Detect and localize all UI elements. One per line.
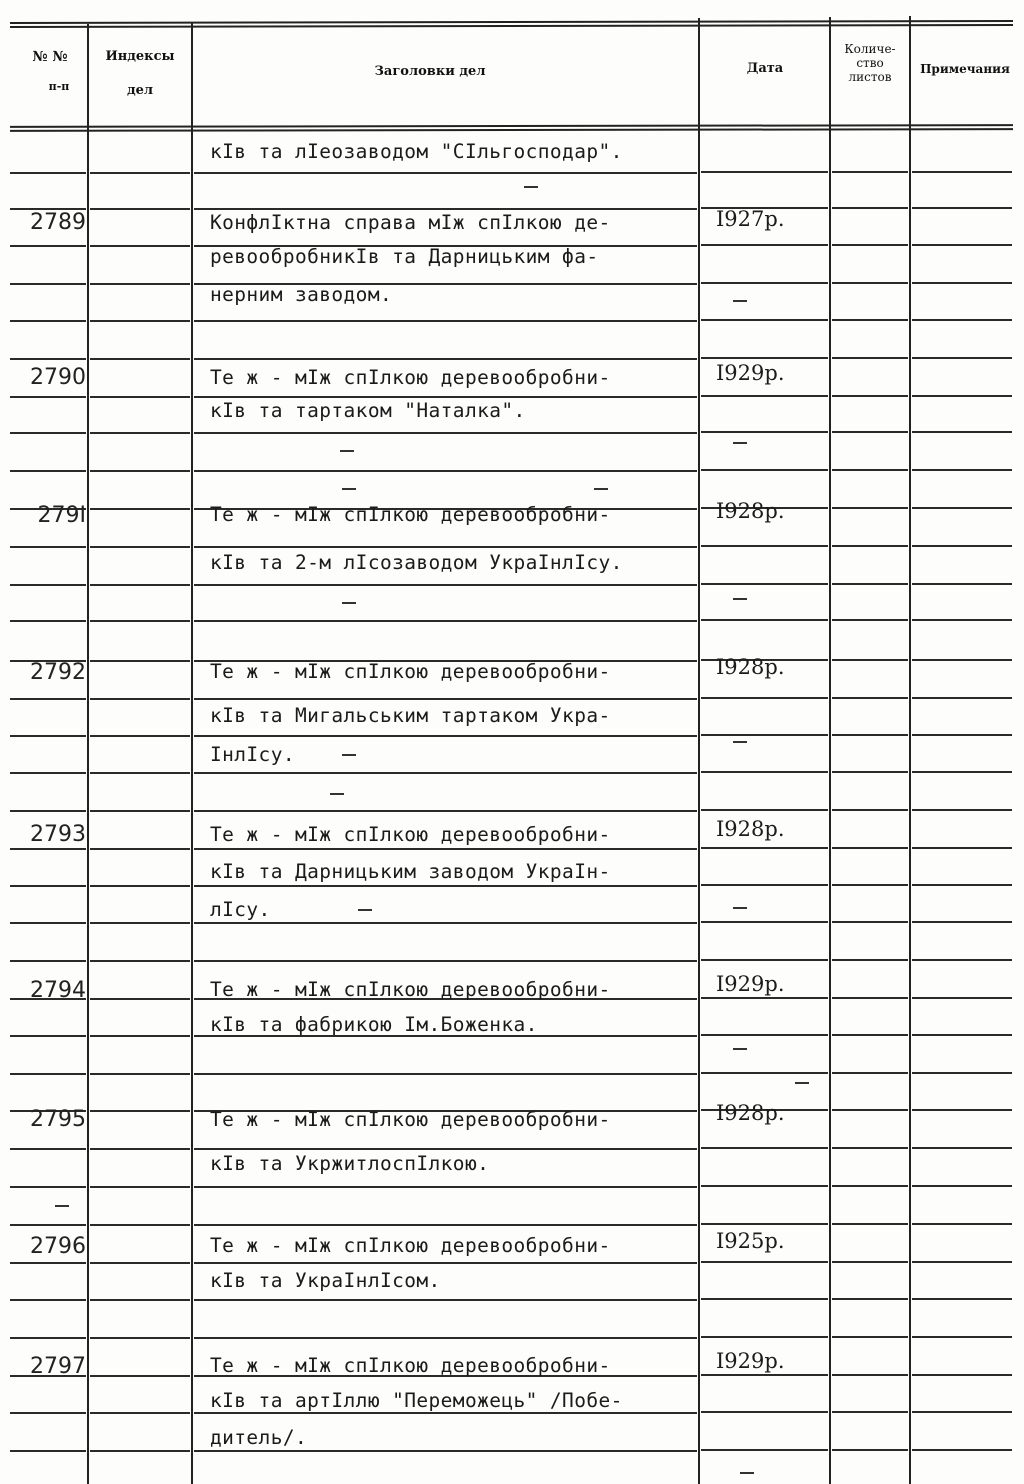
- ruled-line: [701, 921, 828, 923]
- ruled-line: [10, 584, 86, 586]
- dash-mark: [733, 741, 747, 743]
- record-date: I929р.: [716, 972, 785, 996]
- ruled-line: [10, 620, 86, 622]
- ruled-line: [701, 1411, 828, 1413]
- record-title-line: КонфлIктна справа мIж спIлкою де-: [210, 211, 611, 234]
- ruled-line: [912, 469, 1012, 471]
- ruled-line: [832, 469, 908, 471]
- ruled-line: [832, 545, 908, 547]
- ruled-line: [10, 245, 86, 247]
- ruled-line: [912, 282, 1012, 284]
- header-notes-label: Примечания: [920, 62, 1010, 76]
- record-title-line: Те ж - мIж спIлкою деревообробни-: [210, 978, 611, 1001]
- ruled-line: [90, 620, 190, 622]
- record-title-line: Те ж - мIж спIлкою деревообробни-: [210, 823, 611, 846]
- dash-mark: [733, 598, 747, 600]
- ruled-line: [701, 1072, 828, 1074]
- ruled-line: [701, 997, 828, 999]
- ruled-line: [194, 1073, 697, 1075]
- ruled-line: [832, 431, 908, 433]
- dash-mark: [340, 450, 354, 452]
- record-title-line: кIв та Дарницьким заводом УкраIн-: [210, 860, 611, 883]
- ruled-line: [194, 584, 697, 586]
- ruled-line: [194, 810, 697, 812]
- dash-mark: [330, 793, 344, 795]
- record-title-line: кIв та УкржитлоспIлкою.: [210, 1152, 490, 1175]
- ruled-line: [90, 584, 190, 586]
- record-date: I929р.: [716, 361, 785, 385]
- ruled-line: [912, 884, 1012, 886]
- ruled-line: [912, 171, 1012, 173]
- ruled-line: [194, 848, 697, 850]
- ruled-line: [90, 772, 190, 774]
- ruled-line: [832, 809, 908, 811]
- ruled-line: [10, 735, 86, 737]
- ruled-line: [832, 357, 908, 359]
- ruled-line: [90, 960, 190, 962]
- ruled-line: [701, 1298, 828, 1300]
- record-title-line: кIв та Мигальським тартаком Укра-: [210, 704, 611, 727]
- ruled-line: [701, 847, 828, 849]
- dash-mark: [733, 907, 747, 909]
- ruled-line: [832, 1261, 908, 1263]
- ruled-line: [832, 847, 908, 849]
- ruled-line: [912, 244, 1012, 246]
- ruled-line: [832, 1034, 908, 1036]
- ruled-line: [10, 885, 86, 887]
- record-title-line: Те ж - мIж спIлкою деревообробни-: [210, 1108, 611, 1131]
- ruled-line: [10, 1262, 86, 1264]
- dash-mark: [740, 1472, 754, 1474]
- ruled-line: [194, 1412, 697, 1414]
- record-title-line: лIсу.: [210, 898, 271, 921]
- col-divider-number: [87, 24, 89, 1484]
- ruled-line: [832, 959, 908, 961]
- ruled-line: [701, 431, 828, 433]
- ruled-line: [832, 1411, 908, 1413]
- ruled-line: [90, 283, 190, 285]
- ruled-line: [912, 997, 1012, 999]
- dash-mark: [342, 754, 356, 756]
- dash-mark: [342, 488, 356, 490]
- ruled-line: [701, 282, 828, 284]
- ruled-line: [912, 1223, 1012, 1225]
- ruled-line: [832, 207, 908, 209]
- ruled-line: [194, 320, 697, 322]
- ruled-line: [10, 283, 86, 285]
- record-number: 2792: [30, 660, 86, 685]
- ruled-line: [701, 1261, 828, 1263]
- ruled-line: [194, 1148, 697, 1150]
- ruled-line: [194, 885, 697, 887]
- ruled-line: [832, 1223, 908, 1225]
- record-title-line: нерним заводом.: [210, 283, 393, 306]
- ruled-line: [701, 959, 828, 961]
- ruled-line: [194, 546, 697, 548]
- ruled-line: [912, 1298, 1012, 1300]
- ruled-line: [10, 1224, 86, 1226]
- ruled-line: [194, 208, 697, 210]
- ruled-line: [90, 1186, 190, 1188]
- ruled-line: [90, 432, 190, 434]
- ruled-line: [912, 1109, 1012, 1111]
- ruled-line: [194, 1450, 697, 1452]
- ruled-line: [701, 619, 828, 621]
- ruled-line: [912, 1034, 1012, 1036]
- record-title-line: Те ж - мIж спIлкою деревообробни-: [210, 1234, 611, 1257]
- ruled-line: [701, 1034, 828, 1036]
- ruled-line: [832, 771, 908, 773]
- header-title-label: Заголовки дел: [374, 64, 486, 79]
- ruled-line: [912, 697, 1012, 699]
- ruled-line: [832, 282, 908, 284]
- ruled-line: [912, 1185, 1012, 1187]
- ruled-line: [90, 735, 190, 737]
- ruled-line: [90, 320, 190, 322]
- ruled-line: [832, 1449, 908, 1451]
- ruled-line: [90, 1035, 190, 1037]
- ruled-line: [701, 171, 828, 173]
- record-number: 2794: [30, 978, 86, 1003]
- header-index-label: Индексы дел: [105, 49, 175, 98]
- ruled-line: [90, 1299, 190, 1301]
- header-sheets-label: Количе- ство листов: [844, 42, 896, 84]
- dash-mark: [733, 442, 747, 444]
- record-title-line: кIв та УкраIнлIсом.: [210, 1269, 441, 1292]
- ruled-line: [832, 583, 908, 585]
- ruled-line: [10, 320, 86, 322]
- ruled-line: [701, 1223, 828, 1225]
- ruled-line: [701, 697, 828, 699]
- ruled-line: [701, 1449, 828, 1451]
- ruled-line: [701, 395, 828, 397]
- ruled-line: [10, 848, 86, 850]
- ruled-line: [701, 809, 828, 811]
- continuation-line: кIв та лIеозаводом "СIльгосподар".: [210, 140, 623, 163]
- ruled-line: [912, 1411, 1012, 1413]
- ruled-line: [912, 921, 1012, 923]
- record-date: I928р.: [716, 1101, 785, 1125]
- ruled-line: [912, 545, 1012, 547]
- ruled-line: [90, 172, 190, 174]
- ruled-line: [912, 1449, 1012, 1451]
- ruled-line: [10, 772, 86, 774]
- dash-mark: [55, 1205, 69, 1207]
- record-number: 2789: [30, 210, 86, 235]
- ruled-line: [10, 1186, 86, 1188]
- ruled-line: [912, 507, 1012, 509]
- record-title-line: Те ж - мIж спIлкою деревообробни-: [210, 660, 611, 683]
- ruled-line: [90, 998, 190, 1000]
- ruled-line: [912, 659, 1012, 661]
- record-title-line: Те ж - мIж спIлкою деревообробни-: [210, 366, 611, 389]
- ruled-line: [194, 1224, 697, 1226]
- record-date: I928р.: [716, 655, 785, 679]
- ruled-line: [194, 1299, 697, 1301]
- ruled-line: [10, 1035, 86, 1037]
- ruled-line: [90, 848, 190, 850]
- col-divider-index: [191, 22, 193, 1484]
- ruled-line: [912, 357, 1012, 359]
- ruled-line: [90, 396, 190, 398]
- ruled-line: [90, 660, 190, 662]
- ruled-line: [10, 1412, 86, 1414]
- ruled-line: [912, 1072, 1012, 1074]
- ruled-line: [832, 619, 908, 621]
- ruled-line: [194, 735, 697, 737]
- col-divider-date: [829, 17, 831, 1484]
- ruled-line: [10, 172, 86, 174]
- ruled-line: [701, 319, 828, 321]
- ruled-line: [912, 959, 1012, 961]
- ruled-line: [10, 1337, 86, 1339]
- ruled-line: [194, 396, 697, 398]
- record-title-line: кIв та фабрикою Iм.Боженка.: [210, 1013, 538, 1036]
- record-title-line: Те ж - мIж спIлкою деревообробни-: [210, 503, 611, 526]
- ruled-line: [90, 885, 190, 887]
- ruled-line: [90, 546, 190, 548]
- ruled-line: [701, 583, 828, 585]
- dash-mark: [733, 300, 747, 302]
- ruled-line: [194, 922, 697, 924]
- ruled-line: [90, 470, 190, 472]
- ruled-line: [912, 809, 1012, 811]
- ruled-line: [832, 659, 908, 661]
- ruled-line: [90, 1110, 190, 1112]
- ruled-line: [912, 734, 1012, 736]
- ruled-line: [912, 1374, 1012, 1376]
- ruled-line: [10, 1299, 86, 1301]
- ruled-line: [10, 396, 86, 398]
- dash-mark: [358, 909, 372, 911]
- ruled-line: [701, 545, 828, 547]
- ruled-line: [832, 1298, 908, 1300]
- record-title-line: дитель/.: [210, 1426, 308, 1449]
- dash-mark: [524, 186, 538, 188]
- col-divider-sheets: [909, 16, 911, 1484]
- ruled-line: [701, 884, 828, 886]
- ruled-line: [194, 470, 697, 472]
- ruled-line: [194, 358, 697, 360]
- ruled-line: [912, 847, 1012, 849]
- ruled-line: [832, 997, 908, 999]
- ruled-line: [10, 698, 86, 700]
- ruled-line: [90, 1224, 190, 1226]
- ruled-line: [90, 810, 190, 812]
- ruled-line: [10, 358, 86, 360]
- header-number-label: № № п-п: [32, 49, 70, 93]
- ruled-line: [10, 960, 86, 962]
- record-date: I928р.: [716, 817, 785, 841]
- ruled-line: [832, 697, 908, 699]
- ruled-line: [832, 921, 908, 923]
- ruled-line: [10, 1073, 86, 1075]
- ruled-line: [194, 1337, 697, 1339]
- dash-mark: [733, 1048, 747, 1050]
- ruled-line: [832, 1147, 908, 1149]
- ruled-line: [90, 508, 190, 510]
- ruled-line: [10, 1148, 86, 1150]
- record-number: 2795: [30, 1107, 86, 1132]
- ruled-line: [90, 1375, 190, 1377]
- ruled-line: [10, 432, 86, 434]
- record-title-line: IнлIсу.: [210, 743, 295, 766]
- ruled-line: [832, 1185, 908, 1187]
- ruled-line: [10, 1450, 86, 1452]
- ruled-line: [194, 1186, 697, 1188]
- ruled-line: [194, 698, 697, 700]
- ruled-line: [90, 208, 190, 210]
- ruled-line: [912, 431, 1012, 433]
- ruled-line: [701, 1374, 828, 1376]
- record-title-line: кIв та тартаком "Наталка".: [210, 399, 526, 422]
- record-number: 2790: [30, 365, 86, 390]
- ruled-line: [194, 620, 697, 622]
- ruled-line: [90, 922, 190, 924]
- ruled-line: [912, 319, 1012, 321]
- ruled-line: [90, 245, 190, 247]
- ruled-line: [701, 1336, 828, 1338]
- record-date: I925р.: [716, 1229, 785, 1253]
- ruled-line: [90, 358, 190, 360]
- ruled-line: [701, 469, 828, 471]
- ruled-line: [194, 432, 697, 434]
- record-number: 2796: [30, 1234, 86, 1259]
- ruled-line: [912, 1336, 1012, 1338]
- ruled-line: [701, 734, 828, 736]
- record-title-line: Те ж - мIж спIлкою деревообробни-: [210, 1354, 611, 1377]
- dash-mark: [594, 488, 608, 490]
- header-top-rule-2: [10, 24, 1013, 28]
- ruled-line: [912, 1261, 1012, 1263]
- ruled-line: [701, 357, 828, 359]
- ruled-line: [10, 470, 86, 472]
- ruled-line: [832, 734, 908, 736]
- ruled-line: [90, 1337, 190, 1339]
- ruled-line: [701, 244, 828, 246]
- ruled-line: [832, 395, 908, 397]
- ruled-line: [912, 1147, 1012, 1149]
- ruled-line: [90, 1412, 190, 1414]
- ruled-line: [832, 1336, 908, 1338]
- ruled-line: [701, 1147, 828, 1149]
- header-bottom-rule: [10, 124, 1013, 128]
- record-date: I927р.: [716, 207, 785, 231]
- dash-mark: [342, 602, 356, 604]
- ruled-line: [832, 171, 908, 173]
- record-number: 2797: [30, 1354, 86, 1379]
- ruled-line: [90, 698, 190, 700]
- ruled-line: [912, 207, 1012, 209]
- ruled-line: [832, 1374, 908, 1376]
- ruled-line: [194, 960, 697, 962]
- ruled-line: [912, 619, 1012, 621]
- ruled-line: [194, 772, 697, 774]
- ruled-line: [10, 922, 86, 924]
- record-title-line: кIв та 2-м лIсозаводом УкраIнлIсу.: [210, 551, 623, 574]
- record-number: 279I: [37, 503, 86, 528]
- ruled-line: [912, 771, 1012, 773]
- record-date: I929р.: [716, 1349, 785, 1373]
- ruled-line: [912, 583, 1012, 585]
- ruled-line: [701, 771, 828, 773]
- ruled-line: [832, 244, 908, 246]
- record-date: I928р.: [716, 499, 785, 523]
- ruled-line: [90, 1148, 190, 1150]
- ruled-line: [832, 1072, 908, 1074]
- ruled-line: [90, 1450, 190, 1452]
- header-date-label: Дата: [746, 61, 784, 76]
- ruled-line: [832, 319, 908, 321]
- ruled-line: [10, 810, 86, 812]
- ruled-line: [701, 1185, 828, 1187]
- record-number: 2793: [30, 822, 86, 847]
- ruled-line: [90, 1262, 190, 1264]
- ruled-line: [832, 1109, 908, 1111]
- ruled-line: [832, 884, 908, 886]
- ruled-line: [10, 546, 86, 548]
- ruled-line: [832, 507, 908, 509]
- header-bottom-rule-2: [10, 128, 1013, 132]
- ruled-line: [194, 1262, 697, 1264]
- ruled-line: [194, 172, 697, 174]
- ruled-line: [912, 395, 1012, 397]
- record-title-line: кIв та артIллю "Переможець" /Побе-: [210, 1389, 623, 1412]
- ruled-line: [90, 1073, 190, 1075]
- dash-mark: [795, 1082, 809, 1084]
- record-title-line: ревообробникIв та Дарницьким фа-: [210, 245, 599, 268]
